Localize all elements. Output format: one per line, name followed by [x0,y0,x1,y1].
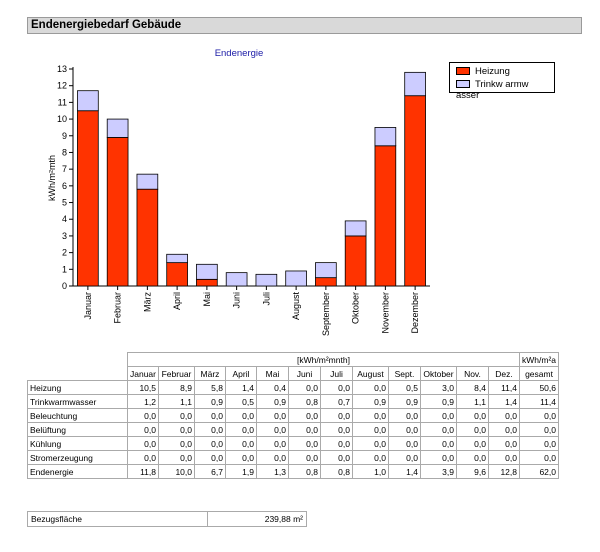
table-cell: 0,0 [195,423,226,437]
table-cell: 6,7 [195,465,226,479]
table-cell: 0,9 [421,395,457,409]
table-cell: 0,0 [489,423,520,437]
table-cell: 8,9 [159,381,195,395]
column-header: gesamt [520,367,559,381]
column-header: Dez. [489,367,520,381]
bar-heizung [137,189,158,286]
x-tick-label: Mai [201,292,212,307]
table-cell: 1,4 [226,381,257,395]
column-header: Mai [257,367,289,381]
table-cell: 10,5 [128,381,159,395]
table-cell: 1,4 [389,465,421,479]
table-cell: 0,5 [389,381,421,395]
bar-heizung [77,111,98,286]
row-label: Beleuchtung [28,409,128,423]
table-cell: 0,0 [321,409,353,423]
bar-heizung [167,263,188,286]
table-cell: 11,4 [489,381,520,395]
table-cell: 0,0 [353,423,389,437]
table-cell: 0,0 [195,409,226,423]
table-cell: 12,8 [489,465,520,479]
table-cell: 1,9 [226,465,257,479]
y-tick-label: 13 [56,64,67,74]
table-cell: 50,6 [520,381,559,395]
table-unit-row [28,353,559,367]
table-cell: 1,2 [128,395,159,409]
y-tick-label: 0 [61,281,67,291]
table-cell: 0,0 [159,423,195,437]
table-cell: 0,0 [389,423,421,437]
table-cell: 0,0 [257,451,289,465]
table-cell: 0,9 [257,395,289,409]
table-corner [28,353,128,367]
table-cell: 0,5 [226,395,257,409]
table-cell: 0,0 [128,437,159,451]
area-value: 239,88 m² [208,512,307,527]
x-tick-label: März [142,292,153,312]
row-label: Kühlung [28,437,128,451]
bar-trinkwarmwasser [286,271,307,286]
chart-title: Endenergie [214,48,264,59]
unit-header: [kWh/m²mnth] [128,353,520,367]
table-cell: 0,0 [257,409,289,423]
table-cell: 0,0 [226,437,257,451]
bar-trinkwarmwasser [315,263,336,278]
table-cell: 1,0 [353,465,389,479]
table-cell: 5,8 [195,381,226,395]
table-cell: 0,0 [489,409,520,423]
table-cell: 0,0 [421,423,457,437]
table-cell: 0,0 [159,437,195,451]
table-row [28,465,559,479]
x-tick-label: August [291,292,302,321]
bar-trinkwarmwasser [196,264,217,279]
column-header: Februar [159,367,195,381]
table-cell: 9,6 [457,465,489,479]
table-cell: 0,0 [389,451,421,465]
table-cell: 11,4 [520,395,559,409]
x-tick-label: November [380,292,391,334]
column-header: Juni [289,367,321,381]
x-tick-label: Juni [231,292,242,309]
legend-item-heizung [456,66,510,77]
bar-heizung [405,96,426,286]
column-header: Nov. [457,367,489,381]
row-label: Belüftung [28,423,128,437]
row-label: Stromerzeugung [28,451,128,465]
table-cell: 0,0 [128,409,159,423]
chart-legend [449,62,555,101]
y-tick-label: 11 [57,97,67,108]
table-cell: 0,0 [489,451,520,465]
x-tick-label: Oktober [350,292,361,325]
table-cell: 11,8 [128,465,159,479]
table-cell: 0,0 [159,451,195,465]
table-cell: 3,9 [421,465,457,479]
table-cell: 0,9 [353,395,389,409]
y-tick-label: 12 [56,80,67,91]
table-cell: 62,0 [520,465,559,479]
table-cell: 0,0 [289,451,321,465]
table-cell: 0,0 [226,451,257,465]
table-row [28,395,559,409]
table-cell: 0,0 [226,423,257,437]
table-header-row [28,367,559,381]
table-cell: 0,0 [195,451,226,465]
table-cell: 0,0 [257,423,289,437]
table-cell: 0,0 [226,409,257,423]
area-table [27,511,307,527]
table-cell: 0,0 [128,451,159,465]
table-row [28,409,559,423]
row-label: Endenergie [28,465,128,479]
table-cell: 0,0 [520,437,559,451]
section-title: Endenergiebedarf Gebäude [27,17,582,34]
y-tick-label: 2 [61,247,67,258]
bar-trinkwarmwasser [77,91,98,111]
bar-heizung [345,236,366,286]
table-cell: 0,0 [257,437,289,451]
table-cell: 0,0 [421,409,457,423]
y-tick-label: 4 [61,214,67,225]
table-cell: 0,0 [421,437,457,451]
bar-trinkwarmwasser [226,273,247,286]
table-cell: 0,0 [520,423,559,437]
table-cell: 1,1 [159,395,195,409]
table-cell: 0,0 [353,451,389,465]
table-cell: 0,0 [289,423,321,437]
table-cell: 0,0 [321,423,353,437]
table-cell: 1,1 [457,395,489,409]
bar-heizung [107,137,128,286]
column-header: März [195,367,226,381]
y-tick-label: 1 [61,264,67,275]
x-tick-label: Dezember [410,292,421,334]
table-cell: 1,3 [257,465,289,479]
energy-data-table [27,352,559,479]
table-cell: 3,0 [421,381,457,395]
table-cell: 0,0 [457,437,489,451]
bar-trinkwarmwasser [107,119,128,137]
column-header: Juli [321,367,353,381]
table-cell: 0,0 [195,437,226,451]
bar-trinkwarmwasser [167,254,188,262]
table-cell: 0,0 [520,409,559,423]
table-row [28,437,559,451]
legend-label-trinkwarmwasser: Trinkw armw asser [456,79,529,101]
legend-label-heizung: Heizung [475,66,510,77]
column-header: Januar [128,367,159,381]
bar-trinkwarmwasser [375,127,396,145]
x-tick-label: Juli [261,292,272,306]
bar-trinkwarmwasser [345,221,366,236]
y-tick-label: 5 [61,197,67,208]
y-tick-label: 7 [61,164,67,175]
table-cell: 0,0 [389,409,421,423]
area-label: Bezugsfläche [28,512,208,527]
row-label: Trinkwarmwasser [28,395,128,409]
table-cell: 0,0 [289,409,321,423]
table-cell: 0,8 [289,465,321,479]
legend-swatch-heizung [456,67,470,75]
table-cell: 0,0 [353,381,389,395]
table-cell: 1,4 [489,395,520,409]
table-cell: 0,8 [321,465,353,479]
y-tick-label: 8 [61,147,67,158]
table-cell: 0,9 [195,395,226,409]
y-tick-label: 10 [56,114,67,125]
table-row [28,451,559,465]
table-cell: 0,0 [321,381,353,395]
table-row [28,423,559,437]
table-cell: 0,8 [289,395,321,409]
bar-heizung [375,146,396,286]
table-cell: 0,0 [289,381,321,395]
table-cell: 0,7 [321,395,353,409]
x-tick-label: Februar [112,292,123,324]
table-cell: 0,0 [321,451,353,465]
x-tick-label: April [172,292,183,311]
bar-trinkwarmwasser [137,174,158,189]
table-cell: 0,0 [457,451,489,465]
table-cell: 0,4 [257,381,289,395]
table-cell: 0,0 [353,409,389,423]
bar-heizung [196,279,217,286]
table-cell: 0,0 [520,451,559,465]
table-cell: 0,0 [353,437,389,451]
table-cell: 0,9 [389,395,421,409]
legend-item-trinkwarmwasser [456,79,554,101]
table-corner-2 [28,367,128,381]
x-tick-label: Januar [82,292,93,320]
y-tick-label: 6 [61,180,67,191]
y-tick-label: 9 [61,130,67,141]
y-axis-label: kWh/m²mth [47,155,57,201]
column-header: Oktober [421,367,457,381]
column-header: Sept. [389,367,421,381]
table-cell: 0,0 [321,437,353,451]
row-label: Heizung [28,381,128,395]
total-unit-header: kWh/m²a [520,353,559,367]
x-tick-label: September [320,292,331,337]
table-cell: 0,0 [421,451,457,465]
table-cell: 0,0 [289,437,321,451]
column-header: April [226,367,257,381]
column-header: August [353,367,389,381]
table-cell: 0,0 [457,409,489,423]
bar-heizung [315,278,336,286]
table-row [28,381,559,395]
table-cell: 10,0 [159,465,195,479]
table-cell: 0,0 [159,409,195,423]
table-cell: 0,0 [389,437,421,451]
bar-trinkwarmwasser [256,274,277,286]
table-cell: 0,0 [457,423,489,437]
y-tick-label: 3 [61,230,67,241]
table-cell: 0,0 [489,437,520,451]
table-cell: 0,0 [128,423,159,437]
legend-swatch-trinkwarmwasser [456,80,470,88]
bar-trinkwarmwasser [405,72,426,95]
table-cell: 8,4 [457,381,489,395]
area-row [28,512,307,527]
